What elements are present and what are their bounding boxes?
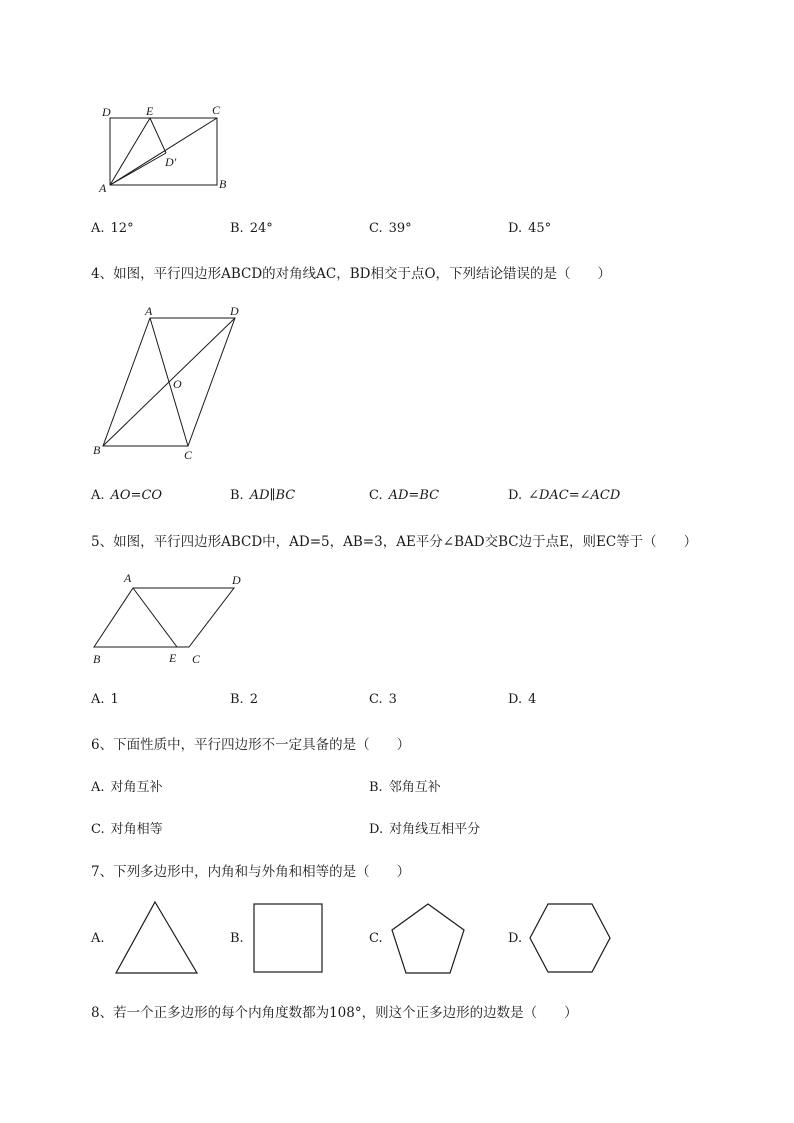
q3-option-c[interactable]: C. 39°	[369, 221, 412, 236]
label-d-prime: D′	[165, 155, 177, 169]
label-b: B	[219, 177, 227, 191]
q7-stem: 7、下列多边形中，内角和与外角和相等的是（ ）	[91, 864, 411, 880]
q7-option-d-key[interactable]: D.	[508, 931, 523, 946]
q5-figure	[88, 568, 258, 668]
q5-option-b[interactable]: B. 2	[230, 692, 258, 707]
label-d: D	[102, 105, 111, 119]
q5-option-d[interactable]: D. 4	[508, 692, 537, 707]
q6-option-c[interactable]: C. 对角相等	[91, 822, 163, 837]
label-c: C	[192, 652, 201, 666]
q4-option-a[interactable]: A. AO=CO	[91, 488, 163, 503]
label-c: C	[212, 103, 221, 117]
segment-ad-prime	[110, 153, 166, 185]
pentagon-shape	[392, 904, 464, 973]
q4-option-d[interactable]: D. ∠DAC=∠ACD	[508, 488, 621, 503]
q7-option-a-key[interactable]: A.	[91, 931, 105, 946]
q4-figure	[88, 303, 253, 465]
q7-option-c-key[interactable]: C.	[369, 931, 383, 946]
diagonal-bd	[103, 318, 235, 446]
label-o: O	[173, 377, 182, 391]
triangle-shape	[116, 902, 197, 973]
q6-option-a[interactable]: A. 对角互补	[91, 780, 163, 795]
q6-stem: 6、下面性质中，平行四边形不一定具备的是（ ）	[91, 737, 411, 753]
label-c: C	[184, 448, 193, 462]
q5-stem: 5、如图，平行四边形ABCD中，AD=5，AB=3，AE平分∠BAD交BC边于点E，则EC等于（ ）	[91, 534, 698, 550]
label-d: D	[230, 304, 239, 318]
segment-ae	[133, 588, 177, 647]
label-b: B	[93, 443, 101, 457]
q7-option-d-hexagon[interactable]	[526, 900, 614, 978]
q5-option-c[interactable]: C. 3	[369, 692, 397, 707]
q4-stem: 4、如图，平行四边形ABCD的对角线AC，BD相交于点O，下列结论错误的是（ ）	[91, 266, 612, 282]
label-a: A	[99, 181, 107, 195]
q6-option-d[interactable]: D. 对角线互相平分	[369, 822, 481, 837]
q7-option-b-key[interactable]: B.	[230, 931, 244, 946]
q7-option-a-triangle[interactable]	[112, 898, 202, 978]
q7-option-c-pentagon[interactable]	[388, 900, 468, 978]
q3-figure	[95, 100, 245, 200]
q7-option-b-square[interactable]	[250, 900, 328, 978]
square-shape	[254, 904, 322, 972]
label-e: E	[169, 651, 177, 665]
label-a: A	[145, 304, 153, 318]
parallelogram-abcd	[94, 588, 234, 647]
q4-option-c[interactable]: C. AD=BC	[369, 488, 440, 503]
q3-option-a[interactable]: A. 12°	[91, 221, 134, 236]
segment-ac	[110, 118, 217, 185]
q8-stem: 8、若一个正多边形的每个内角度数都为108°，则这个正多边形的边数是（ ）	[91, 1005, 578, 1021]
label-b: B	[93, 652, 101, 666]
segment-ed-prime	[150, 118, 166, 153]
q5-option-a[interactable]: A. 1	[91, 692, 119, 707]
q3-option-d[interactable]: D. 45°	[508, 221, 552, 236]
label-d: D	[232, 573, 241, 587]
q4-option-b[interactable]: B. AD∥BC	[230, 488, 296, 503]
label-e: E	[146, 104, 154, 118]
q3-option-b[interactable]: B. 24°	[230, 221, 273, 236]
q6-option-b[interactable]: B. 邻角互补	[369, 780, 441, 795]
segment-ae	[110, 118, 150, 185]
label-a: A	[124, 571, 132, 585]
hexagon-shape	[530, 904, 610, 972]
